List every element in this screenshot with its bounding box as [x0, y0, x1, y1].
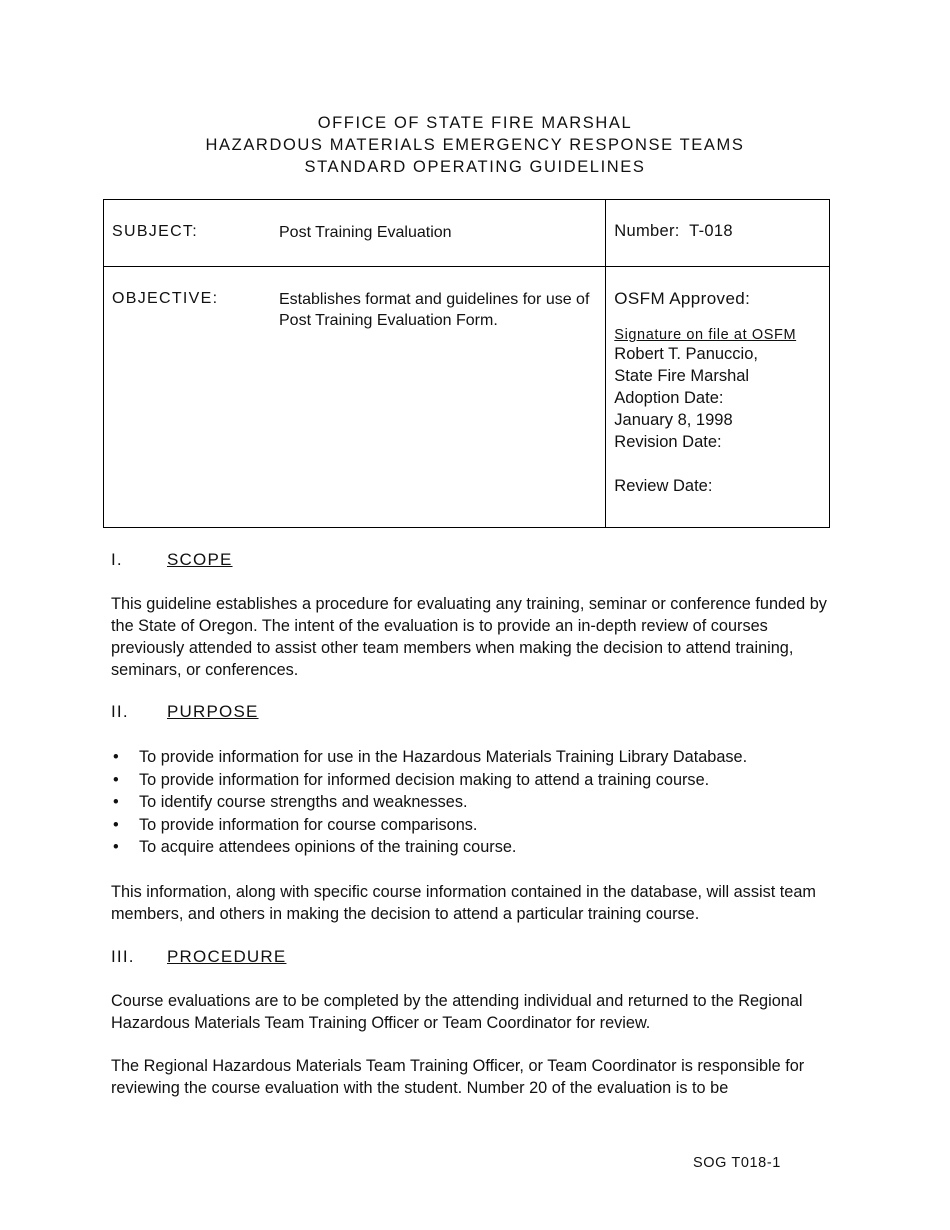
- number-value: T-018: [689, 222, 733, 240]
- bullet-icon: •: [113, 748, 119, 766]
- review-date-label: Review Date:: [614, 477, 713, 495]
- osfm-approved-title: OSFM Approved:: [614, 289, 751, 308]
- adoption-date-label: Adoption Date:: [614, 389, 724, 407]
- section-purpose-number: II.: [111, 702, 129, 721]
- section-procedure-title: PROCEDURE: [167, 947, 287, 966]
- list-item: • To provide information for course comparisons.: [111, 814, 831, 837]
- header-line-teams: HAZARDOUS MATERIALS EMERGENCY RESPONSE TEAMS: [205, 136, 745, 154]
- page-footer-id: SOG T018-1: [693, 1155, 781, 1171]
- section-procedure-heading: [111, 947, 286, 967]
- section-scope-heading: [111, 550, 233, 570]
- section-scope-title: SCOPE: [167, 550, 233, 569]
- procedure-paragraph-1: Course evaluations are to be completed by the attending individual and returned to the Regional Hazardous Materials Team Training Officer or Team Coordinator for review.: [111, 992, 803, 1032]
- purpose-list: [111, 746, 831, 859]
- revision-date-label: Revision Date:: [614, 433, 722, 451]
- section-scope-number: I.: [111, 550, 123, 569]
- signature-note: Signature on file at OSFM: [614, 327, 797, 343]
- procedure-paragraph-2: The Regional Hazardous Materials Team Training Officer, or Team Coordinator is responsible for reviewing the course evaluation with the student. Number 20 of the evaluation is to be: [111, 1057, 805, 1097]
- bullet-icon: •: [113, 838, 119, 856]
- document-header: [0, 112, 950, 178]
- objective-value: Establishes format and guidelines for use of Post Training Evaluation Form.: [279, 291, 590, 329]
- signer-title: State Fire Marshal: [614, 367, 750, 385]
- header-line-office: OFFICE OF STATE FIRE MARSHAL: [317, 114, 633, 132]
- subject-row: [104, 200, 830, 267]
- bullet-icon: •: [113, 793, 119, 811]
- adoption-date-value: January 8, 1998: [614, 411, 733, 429]
- list-item: • To provide information for informed decision making to attend a training course.: [111, 769, 831, 792]
- subject-value: Post Training Evaluation: [279, 224, 452, 241]
- list-item: • To identify course strengths and weaknesses.: [111, 791, 831, 814]
- section-purpose-title: PURPOSE: [167, 702, 259, 721]
- section-purpose-heading: [111, 702, 259, 722]
- objective-label: OBJECTIVE:: [112, 290, 219, 307]
- approval-cell: [606, 267, 830, 528]
- number-label: Number:: [614, 222, 680, 240]
- bullet-icon: •: [113, 815, 119, 834]
- header-line-guidelines: STANDARD OPERATING GUIDELINES: [304, 158, 646, 176]
- signer-name: Robert T. Panuccio,: [614, 345, 758, 363]
- number-cell: [606, 200, 830, 267]
- approval-block: [614, 289, 826, 497]
- list-item: • To provide information for use in the Hazardous Materials Training Library Database.: [111, 746, 831, 769]
- subject-info-table: [103, 199, 830, 528]
- scope-paragraph: This guideline establishes a procedure for evaluating any training, seminar or conference funded by the State of Oregon. The intent of the evaluation is to provide an in-depth review of courses previously attended to assist other team members when making the decision to attend training, seminars, or conferences.: [111, 595, 827, 679]
- subject-label: SUBJECT:: [112, 223, 198, 240]
- subject-cell: [104, 200, 606, 267]
- bullet-icon: •: [113, 770, 119, 789]
- list-item: • To acquire attendees opinions of the training course.: [111, 836, 831, 859]
- section-procedure-number: III.: [111, 947, 135, 966]
- objective-row: [104, 267, 830, 528]
- objective-cell: [104, 267, 606, 528]
- purpose-paragraph: This information, along with specific course information contained in the database, will assist team members, and others in making the decision to attend a particular training course.: [111, 883, 816, 923]
